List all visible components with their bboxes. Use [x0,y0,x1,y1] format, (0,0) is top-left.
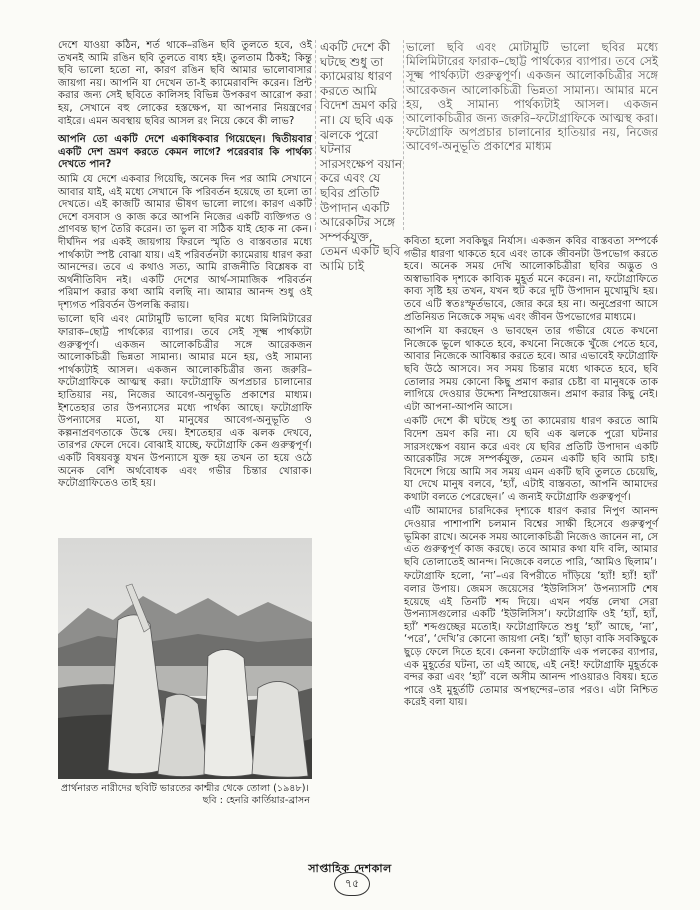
photo-women-praying-illustration [58,538,312,779]
paragraph: আমি যে দেশে একবার গিয়েছি, অনেক দিন পর আমি সেখানে আবার যাই, এই মধ্যে সেখানে কি পরিবর্তন হয়েছে তা হলো তা দেখতে। এই কাজটি আমার ভীষণ ভালো লাগে। কারণ একটি দেশে বসবাস ও কাজ করে আপনি নিজের একটি ব্যক্তিগত ও প্রাণবন্ত ছাপ তৈরি করেন। তা ভুল বা সঠিক যাই হোক না কেন। দীর্ঘদিন পর একই জায়গায় ফিরলে স্মৃতি ও বাস্তবতার মধ্যে পার্থক্যটা স্পষ্ট বোঝা যায়। এই পরিবর্তনটা ক্যামেরায় ধারণ করা আনন্দের। তবে এ কথাও সত্য, আমি রাজনীতি বিশ্লেষক বা অর্থনীতিবিদ নই। একটি দেশের আর্থ-সামাজিক পরিবর্তন পরিমাপ করার কথা আমি বলছি না। আমার আনন্দ শুধু ওই দৃশ্যগত পরিবর্তন উপলব্ধি করায়। [58,173,312,311]
right-column [404,236,658,712]
photograph [58,538,312,779]
caption-text: প্রার্থনারত নারীদের ছবিটি ভারতের কাশ্মীর থেকে তোলা (১৯৪৮)। [61,783,309,794]
paragraph: কবিতা হলো সবকিছুর নির্যাস। একজন কবির বাস্তবতা সম্পর্কে গভীর ধারণা থাকতে হবে এবং তাকে জীবনটা উপভোগ করতে হবে। অনেক সময় দেখি আলোকচিত্রীরা ছবির অদ্ভুত ও অস্বাভাবিক দৃশ্যকে কাব্যিক মুহূর্ত মনে করেন। না, ফটোগ্রাফিতে কাব্য সৃষ্টি হয় তখন, যখন হুট করে দুটি উপাদান মুখোমুখি হয়। তবে এটি স্বতঃস্ফূর্তভাবে, জোর করে হয় না। অনুপ্রেরণা আসে প্রতিনিয়ত নিজেকে সমৃদ্ধ এবং জীবন উপভোগের মাধ্যমে। [404,236,658,323]
paragraph: এটি আমাদের চারদিকের দৃশ্যকে ধারণ করার নিপুণ আনন্দ দেওয়ার পাশাপাশি চলমান বিশ্বের সাক্ষী হিসেবে গুরুত্বপূর্ণ ভূমিকা রাখে। অনেক সময় আলোকচিত্রী নিজেও জানেন না, সে এত গুরুত্বপূর্ণ কাজ করছে। তবে আমার কথা যদি বলি, আমার ছবি তোলাতেই আনন্দ। নিজেকে বলতে পারি, ‘আমিও ছিলাম’। [404,506,658,568]
photo-caption [60,783,310,807]
photo-credit: ছবি : হেনরি কার্তিয়ার-ব্রাসন [202,795,310,806]
left-column [58,40,312,493]
paragraph: একটি দেশে কী ঘটছে শুধু তা ক্যামেরায় ধারণ করতে আমি বিদেশ ভ্রমণ করি না। যে ছবি এক ঝলকে পুরো ঘটনার সারসংক্ষেপ বয়ান করে এবং যে ছবির প্রতিটি উপাদান একটি আরেকটির সঙ্গে সম্পর্কযুক্ত, তেমন একটি ছবি আমি চাই। বিদেশে গিয়ে আমি সব সময় এমন একটি ছবি তুলতে চেয়েছি, যা দেখে মানুষ বলবে, ‘হ্যাঁ, এটাই বাস্তবতা, আপনি আমাদের কথাটা বলতে পেরেছেন।’ এ জন্যই ফটোগ্রাফি গুরুত্বপূর্ণ। [404,416,658,503]
column-divider [315,40,316,230]
column-divider [403,40,404,230]
pull-quote: ভালো ছবি এবং মোটামুটি ভালো ছবির মধ্যে মিলিমিটারের ফারাক–ছোট্ট পার্থক্যের ব্যাপার। তবে সেই সূক্ষ্ম পার্থক্যটা গুরুত্বপূর্ণ। একজন আলোকচিত্রীর সঙ্গে আরেকজন আলোকচিত্রী ভিন্নতা সামান্য। আমার মনে হয়, ওই সামান্য পার্থক্যটাই আসল। একজন আলোকচিত্রীর জন্য জরুরি–ফটোগ্রাফিকে আত্মস্থ করা। ফটোগ্রাফি অপপ্রচার চালানোর হাতিয়ার নয়, নিজের আবেগ-অনুভূতি প্রকাশের মাধ্যম [406,40,658,154]
pull-quote-narrow: একটি দেশে কী ঘটছে শুধু তা ক্যামেরায় ধারণ করতে আমি বিদেশ ভ্রমণ করি না। যে ছবি এক ঝলকে পুরো ঘটনার সারসংক্ষেপ বয়ান করে এবং যে ছবির প্রতিটি উপাদান একটি আরেকটির সঙ্গে সম্পর্কযুক্ত, তেমন একটি ছবি আমি চাই [320,40,402,273]
page-number: ৭৫ [334,872,370,896]
paragraph: দেশে যাওয়া কঠিন, শর্ত থাকে–রঙিন ছবি তুলতে হবে, ওই তখনই আমি রঙিন ছবি তুলতে বাধ্য হই। তুলতাম ঠিকই; কিন্তু ছবি ভালো হতো না, কারণ রঙিন ছবি আমার ভালোবাসার জায়গা নয়। আপনি যা দেখেন তা-ই ক্যামেরাবন্দি করেন। প্রিন্ট করার জন্য সেই ছবিতে কালিসহ বিভিন্ন উপকরণ আরোপ করা হয়, সেখানে বহু লোকের হস্তক্ষেপ, যা আপনার নিয়ন্ত্রণের বাইরে। এমন অবস্থায় ছবির আসল রং নিয়ে কেবে কী লাভ? [58,40,312,127]
paragraph: ফটোগ্রাফি হলো, ‘না’–এর বিপরীতে দাঁড়িয়ে ‘হ্যাঁ! হ্যাঁ! হ্যাঁ’ বলার উপায়। জেমস জয়েসের ‘ইউলিসিস’ উপন্যাসটি শেষ হয়েছে এই তিনটি শব্দ দিয়ে। এখন পর্যন্ত লেখা সেরা উপন্যাসগুলোর একটি ‘ইউলিসিস’। ফটোগ্রাফি ওই ‘হ্যাঁ, হ্যাঁ, হ্যাঁ’ শব্দগুচ্ছের মতোই। ফটোগ্রাফিতে শুধু ‘হ্যাঁ’ আছে, ‘না’, ‘পরে’, ‘দেখি’র কোনো জায়গা নেই। ‘হ্যাঁ’ ছাড়া বাকি সবকিছুকে ছুড়ে ফেলে দিতে হবে। কেননা ফটোগ্রাফি এক পলকের ব্যাপার, এক মুহূর্তের ঘটনা, তা এই আছে, এই নেই! ফটোগ্রাফি মুহূর্তকে বন্দর করা এবং ‘হ্যাঁ’ বলে অসীম আনন্দ পাওয়ারও বিষয়। হতে পারে ওই মুহূর্তটি তোমার অপছন্দের–তার পরও। এটা নিশ্চিত করেই বলা যায়। [404,571,658,709]
paragraph: ভালো ছবি এবং মোটামুটি ভালো ছবির মধ্যে মিলিমিটারের ফারাক–ছোট্ট পার্থক্যের ব্যাপার। তবে সেই সূক্ষ্ম পার্থক্যটা গুরুত্বপূর্ণ। একজন আলোকচিত্রীর সঙ্গে আরেকজন আলোকচিত্রী ভিন্নতা সামান্য। আমার মনে হয়, ওই সামান্য পার্থক্যটাই আসল। একজন আলোকচিত্রীর জন্য জরুরি–ফটোগ্রাফিকে আত্মস্থ করা। ফটোগ্রাফি অপপ্রচার চালানোর হাতিয়ার নয়, নিজের আবেগ-অনুভূতি প্রকাশের মাধ্যম। ইশতেহার তার উপন্যাসের মধ্যে পার্থক্য আছে। ফটোগ্রাফি উপন্যাসের মতো, যা মানুষের আবেগ-অনুভূতি ও কল্পনাপ্রবণতাকে উস্কে দেয়। ইশতেহার এক ঝলক দেখবে, তারপর ফেলে দেবে। বোঝাই যাচ্ছে, ফটোগ্রাফি কেন গুরুত্বপূর্ণ। একটি বিষয়বস্তু যখন উপন্যাসে যুক্ত হয় তখন তা হয়ে ওঠে অনেক বেশি অর্থবোধক এবং গভীর চিন্তার খোরাক। ফটোগ্রাফিতেও তাই হয়। [58,314,312,490]
paragraph: আপনি যা করছেন ও ভাবছেন তার গভীরে যেতে কখনো নিজেকে ভুলে থাকতে হবে, কখনো নিজেকে খুঁজে পেতে হবে, আবার নিজেকে আবিষ্কার করতে হবে। আর এভাবেই ফটোগ্রাফি ছবি উঠে আসবে। সব সময় চিন্তার মধ্যে থাকতে হবে, ছবি তোলার সময় কোনো কিছু প্রমাণ করার চেষ্টা বা মানুষকে তাক লাগিয়ে দেওয়ার উদ্দেশ্য নিষ্প্রয়োজন। প্রমাণ করার কিছু নেই। এটা আপনা-আপনি আসে। [404,326,658,413]
magazine-name: সাপ্তাহিক দেশকাল [308,862,392,875]
interview-question: আপনি তো একটি দেশে একাধিকবার গিয়েছেন। দ্বিতীয়বার একটি দেশ ভ্রমণ করতে কেমন লাগে? পরেরবার কি পার্থক্য দেখতে পান? [58,134,312,171]
